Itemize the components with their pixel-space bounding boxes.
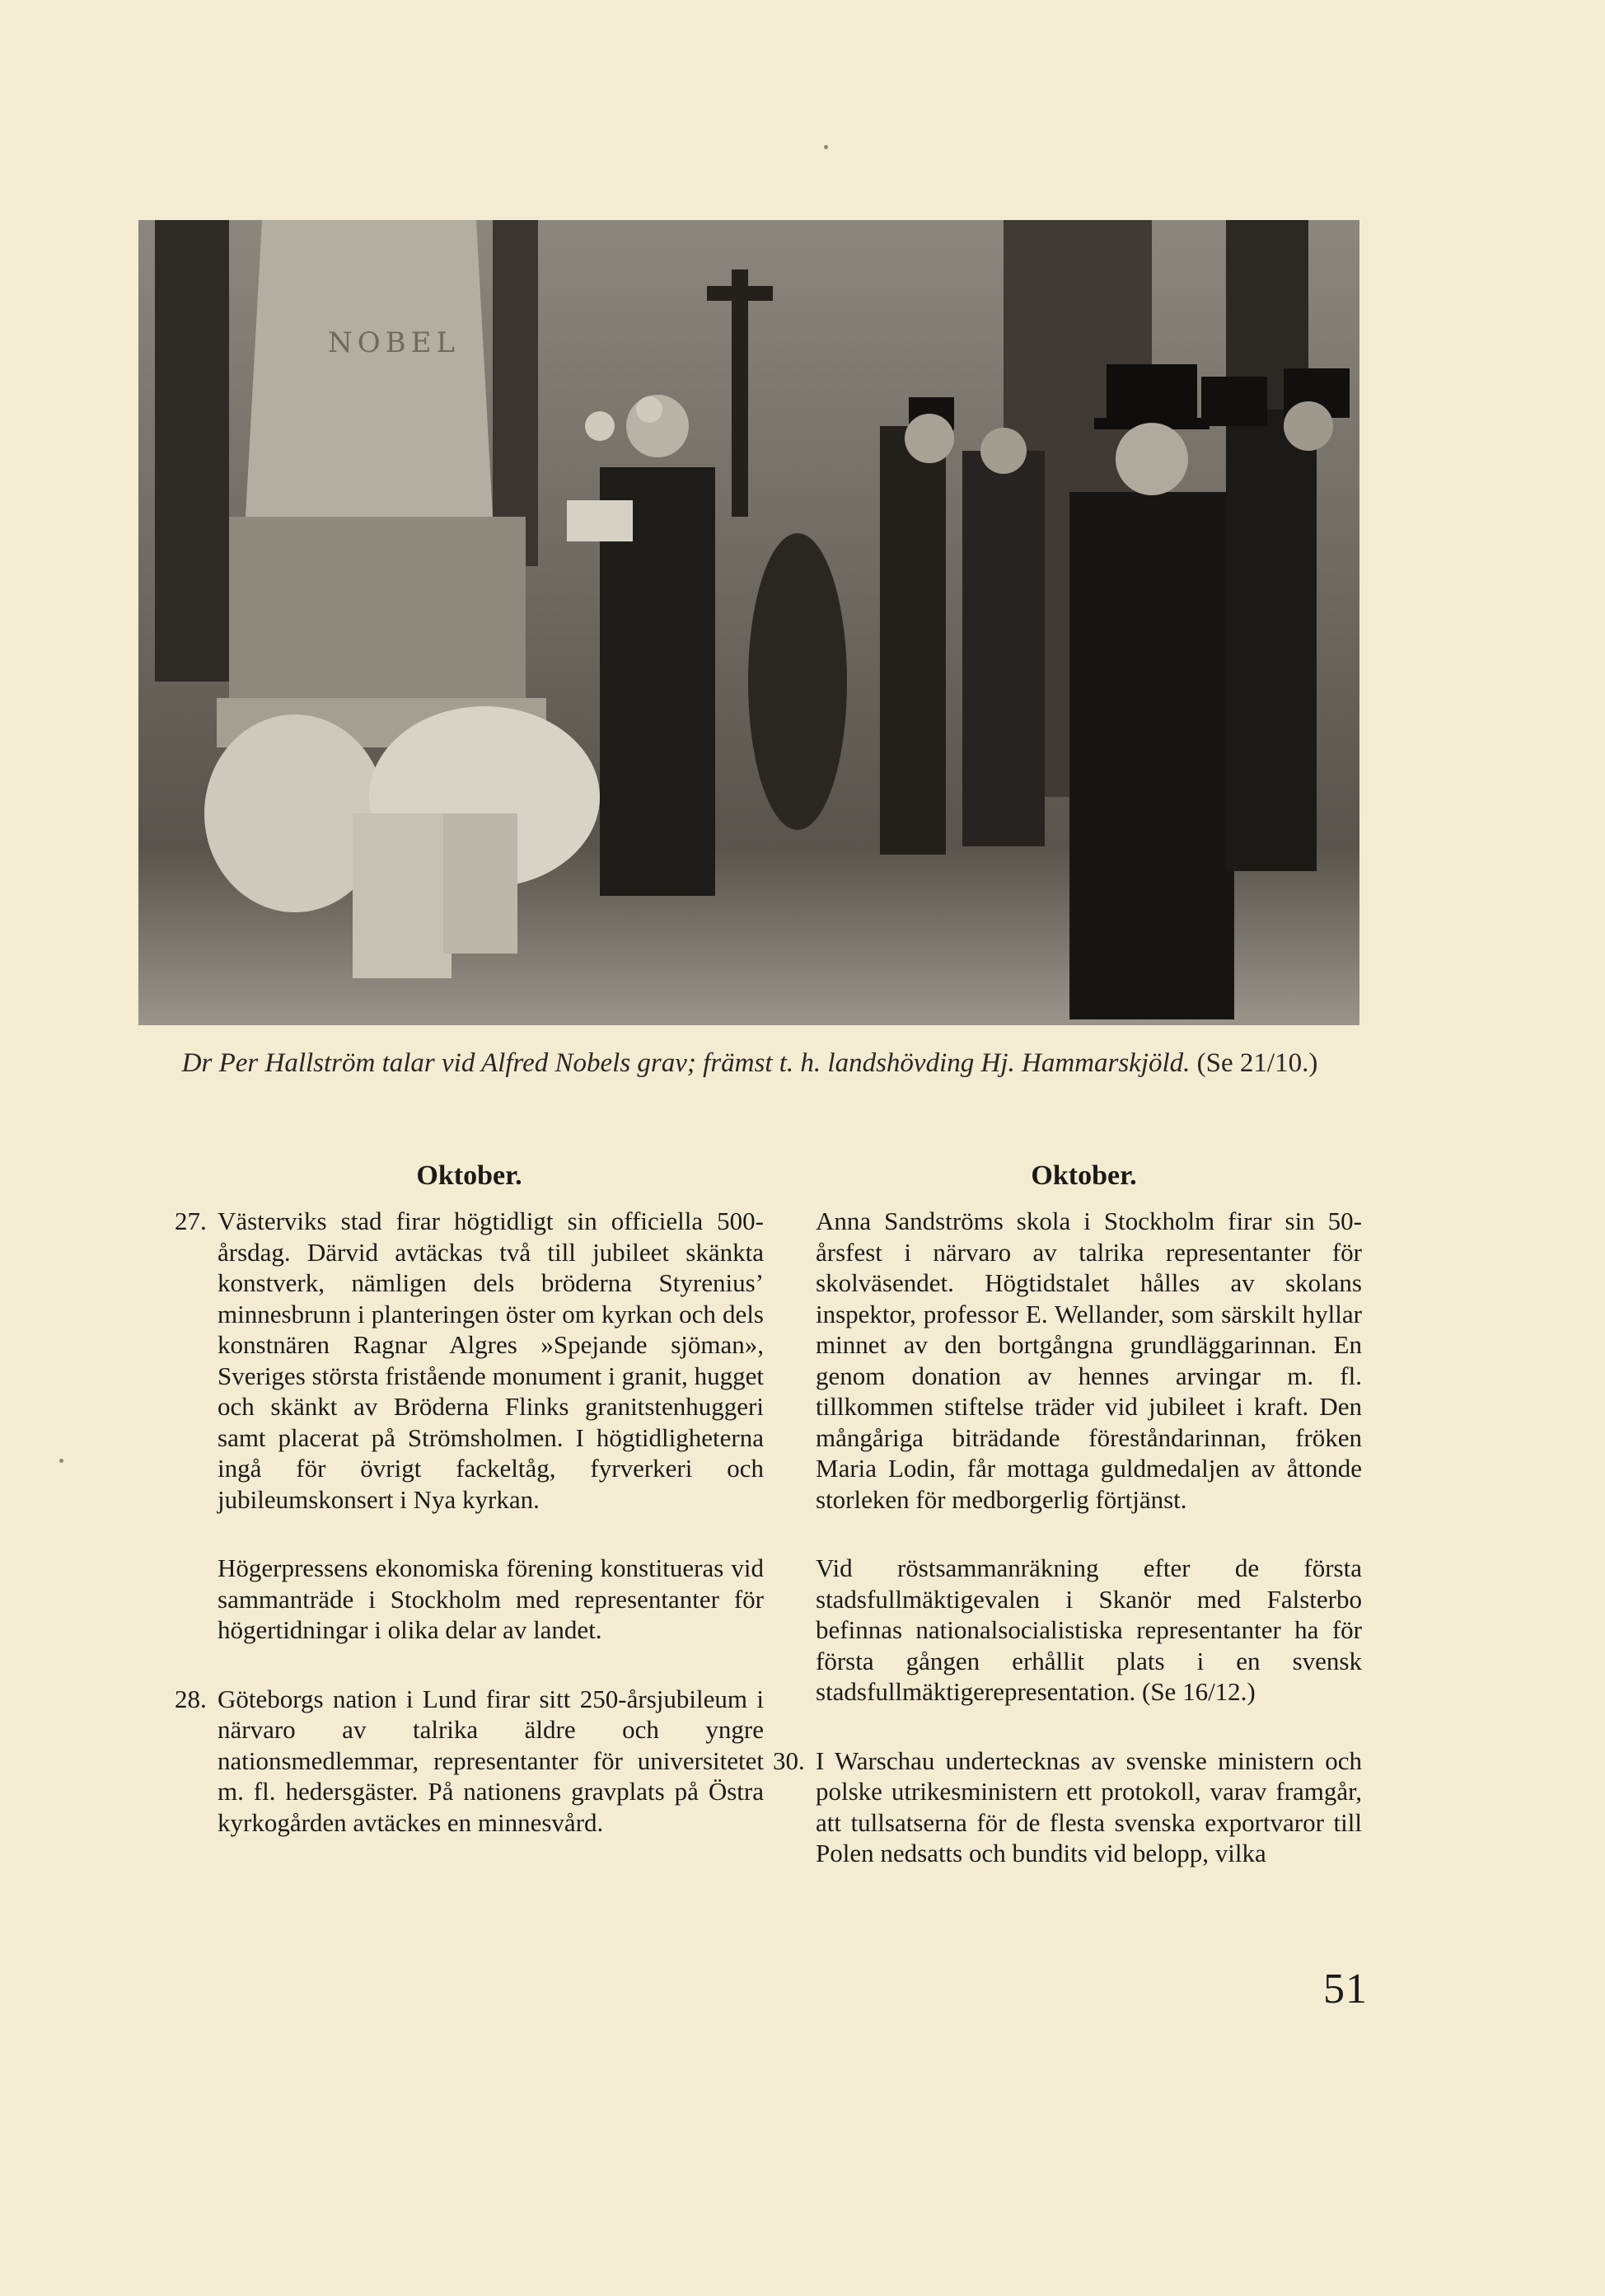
left-column <box>175 1158 764 1876</box>
entry-date: 27. <box>175 1207 207 1235</box>
entry-text: Vid röstsammanräkning efter de första stadsfullmäktigevalen i Skanör med Falsterbo befinnas nationalsocialistiska representanter ha för första gången erhållit plats i en svensk stadsfullmäktigerepresentation. (Se 16/12.) <box>816 1553 1362 1706</box>
entry <box>175 1684 764 1839</box>
entry-text: Göteborgs nation i Lund firar sitt 250-årsjubileum i närvaro av talrika äldre och yngre nationsmedlemmar, representanter för universitetet m. fl. hedersgäster. På nationens gravplats på Östra kyrkogården avtäckes en minnesvård. <box>218 1684 764 1837</box>
entry <box>773 1553 1362 1708</box>
caption-italic: Dr Per Hallström talar vid Alfred Nobels grav; främst t. h. landshövding Hj. Hammarskjöld. <box>181 1048 1191 1078</box>
monument-inscription: NOBEL <box>328 326 461 359</box>
right-heading: Oktober. <box>1031 1160 1137 1191</box>
entry <box>175 1553 764 1646</box>
caption-reference: (Se 21/10.) <box>1196 1048 1318 1078</box>
right-column <box>773 1158 1362 1907</box>
entry <box>175 1206 764 1515</box>
entry <box>773 1745 1362 1869</box>
entry-date: 28. <box>175 1684 207 1713</box>
speck <box>59 1459 63 1463</box>
left-heading: Oktober. <box>416 1160 522 1191</box>
entry-text: I Warschau undertecknas av svenske ministern och polske utrikesministern ett protokoll, varav framgår, att tullsatserna för de flesta svenska exportvaror till Polen nedsatts och bundits vid belopp, vilka <box>816 1745 1362 1867</box>
entry-text: Anna Sandströms skola i Stockholm firar sin 50-årsfest i närvaro av talrika representanter för skolväsendet. Högtidstalet hålles av skolans inspektor, professor E. Wellander, som särskilt hyllar minnet av den bortgångna grundläggarinnan. En genom donation av hennes arvingar m. fl. tillkommen stiftelse träder vid jubileet i kraft. Den mångåriga biträdande föreståndarinnan, fröken Maria Lodin, får mottaga guldmedaljen av åttonde storleken för medborgerlig förtjänst. <box>816 1207 1362 1514</box>
photo-nobel-grave <box>138 220 1359 1025</box>
speck <box>824 145 828 149</box>
entry-text: Västerviks stad firar högtidligt sin officiella 500-årsdag. Därvid avtäckas två till jubileet skänkta konstverk, nämligen dels bröderna Styrenius’ minnesbrunn i planteringen öster om kyrkan och dels konstnären Ragnar Algres »Spejande sjöman», Sveriges största fristående monument i granit, hugget och skänkt av Bröderna Flinks granitstenhuggeri samt placerat på Strömsholmen. I högtidligheterna ingå för övrigt fackeltåg, fyrverkeri och jubileumskonsert i Nya kyrkan. <box>218 1207 764 1514</box>
page-number: 51 <box>1323 1966 1368 2013</box>
entry-text: Högerpressens ekonomiska förening konstitueras vid sammanträde i Stockholm med representanter för högertidningar i olika delar av landet. <box>218 1553 764 1644</box>
entry <box>773 1206 1362 1515</box>
photo-illustration <box>138 220 1359 1025</box>
photo-caption <box>124 1045 1376 1081</box>
entry-date: 30. <box>773 1745 805 1775</box>
